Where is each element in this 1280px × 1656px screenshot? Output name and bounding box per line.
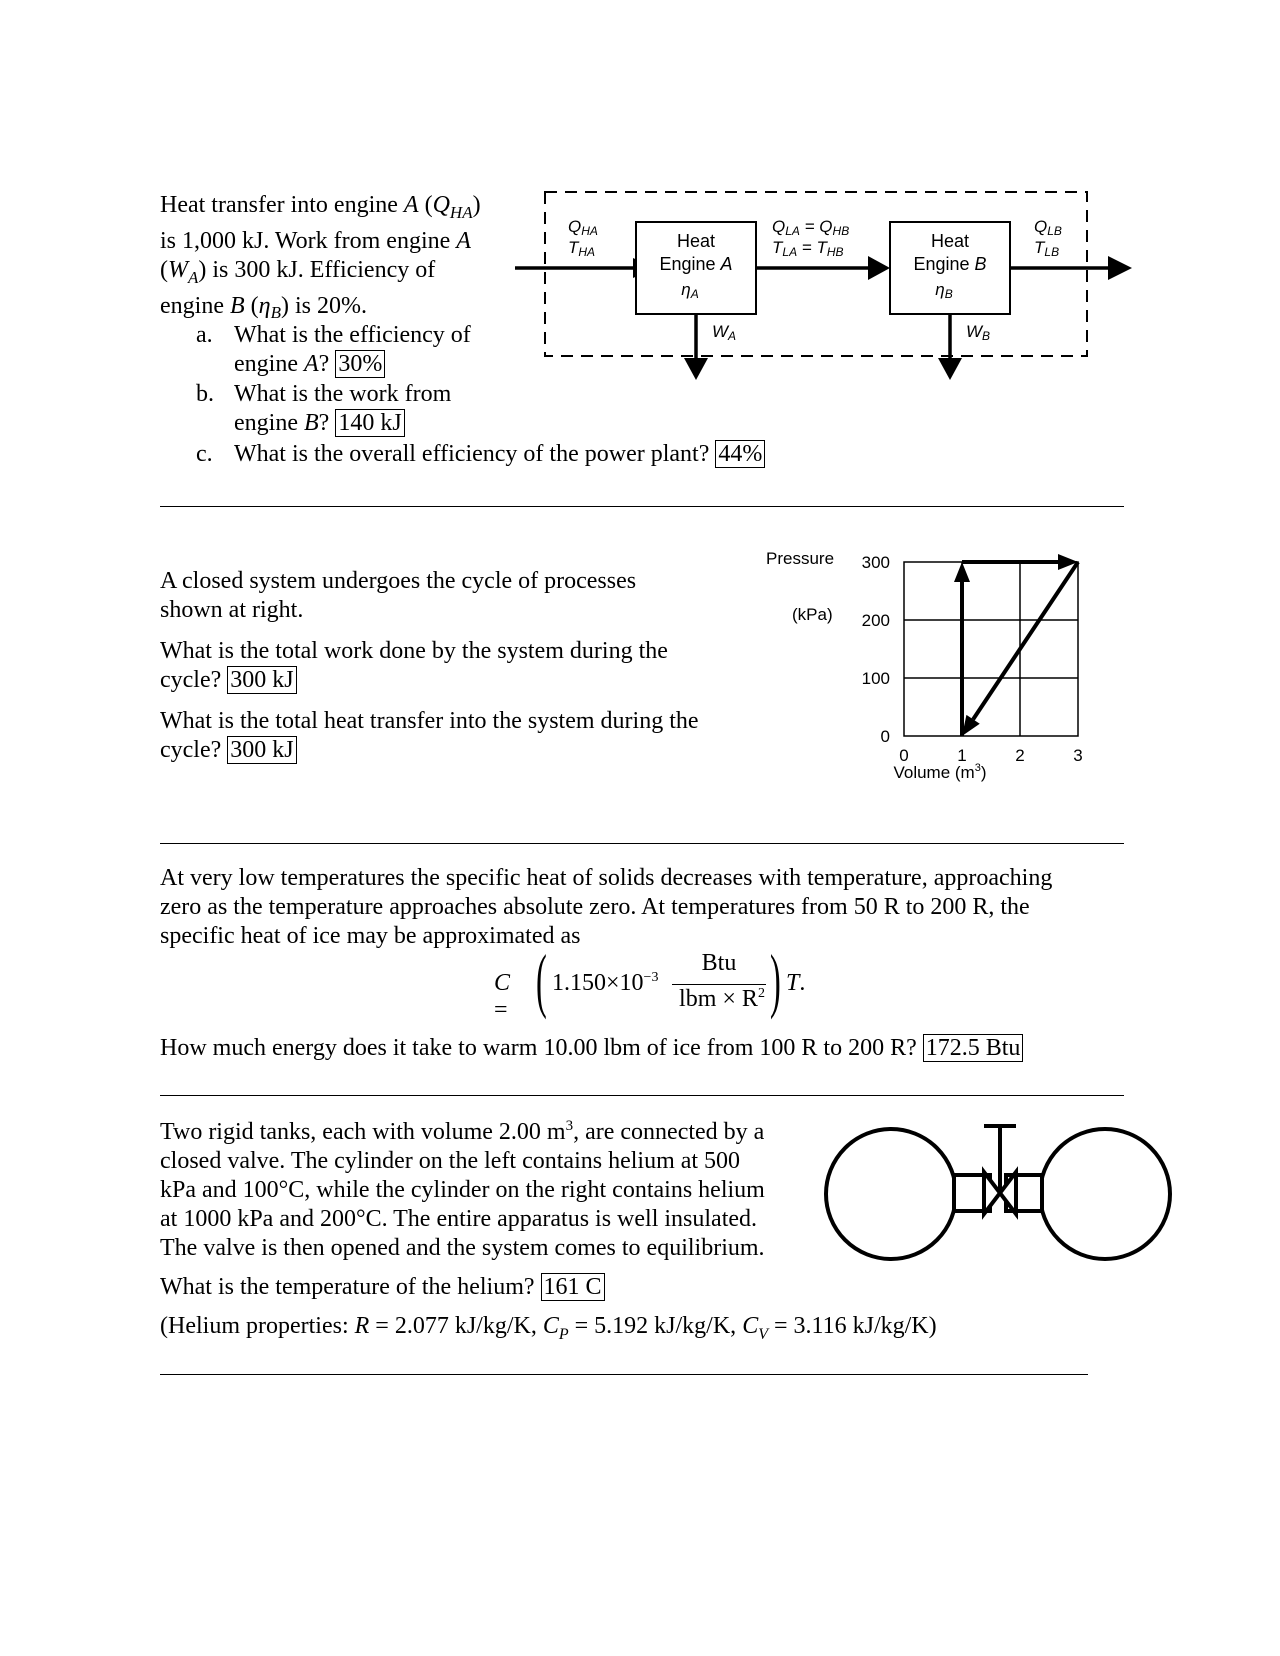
y-axis-label-kpa: (kPa) [792,605,833,624]
eq-c: C = [494,970,511,1023]
intro-line-3: $(W_A)$ is 300 kJ. Efficiency of [160,256,436,287]
p3-line-2: zero as the temperature approaches absolute zero. At temperatures from 50 R to 200 R, the [160,894,1030,920]
x-tick-label: 3 [1073,746,1083,765]
separator-3 [160,1095,1124,1096]
label-t-ha: THA [568,238,596,259]
process-arrowhead [954,562,970,582]
p2-q2-line-2: cycle? 300 kJ [160,736,760,765]
label-q-la-q-hb: QLA = QHB [772,217,850,238]
y-tick-label: 100 [861,669,890,688]
p2-line-1: A closed system undergoes the cycle of processes [160,568,637,594]
intro-line-4: engine B $(\eta_B)$ is 20%. [160,292,367,323]
label-w-b: WB [966,322,991,343]
eq-numerator: Btu [701,950,737,976]
intro-line-2: is 1,000 kJ. Work from engine A [160,227,471,254]
heat-engine-diagram [500,180,1140,400]
answer-temperature: 161 C [541,1273,605,1301]
x-axis-label: Volume $(m^3)$ [893,762,987,782]
question-b-text: What is the work from engine B? 140 kJ [234,381,452,436]
p3-line-3: specific heat of ice may be approximated as [160,923,581,949]
p4-line-1: Two rigid tanks, each with volume 2.00 $m^3$, are connected by a [160,1118,765,1145]
p2-line-2: shown at right. [160,597,304,623]
question-a-text: What is the efficiency of engine A? 30% [234,322,471,377]
question-c-text: What is the overall efficiency of the power plant? 44% [234,440,765,469]
problem2-text [160,567,760,765]
p2-q2-line-1: What is the total heat transfer into the system during the [160,708,699,734]
two-tank-diagram [820,1120,1180,1270]
p4-line-2: closed valve. The cylinder on the left contains helium at 500 [160,1148,741,1174]
p2-q1-line-2: cycle? 300 kJ [160,666,760,695]
question-a [196,321,471,377]
label-q-lb: QLB [1034,217,1062,238]
problem3-question: How much energy does it take to warm 10.00 lbm of ice from 100 R to 200 R? 172.5 Btu [160,1034,1023,1063]
answer-heat: 300 kJ [227,736,296,764]
label-q-ha: QHA [568,217,598,238]
engine-b-eta: ηB [935,280,953,301]
x-tick-label: 0 [899,746,909,765]
question-c [196,440,763,469]
x-tick-label: 2 [1015,746,1025,765]
answer-b: 140 kJ [335,409,404,437]
y-axis-label-pressure: Pressure [766,549,835,568]
answer-a: 30% [335,350,385,378]
plot-frame [904,562,1078,736]
chart-grid [904,562,1078,736]
eq-right-paren: ) [770,940,781,1020]
engine-b-line2: Engine B [913,254,987,274]
p4-line-4: at 1000 kPa and 200°C. The entire apparatus is well insulated. [160,1206,758,1232]
eq-denominator: lbm × $R^2$ [679,986,765,1012]
eq-coefficient: $1.150\times 10^{-3}$ [552,970,659,996]
process-line [973,562,1078,719]
chart-ticks [862,553,1083,765]
engine-a-line1: Heat [676,231,716,251]
problem3-text [160,864,1160,951]
y-tick-label: 0 [880,727,890,746]
question-c-label: c. [196,441,213,467]
separator-4 [160,1374,1088,1375]
question-a-label: a. [196,322,213,348]
problem1-intro [160,191,500,327]
p4-question: What is the temperature of the helium? 161 C [160,1273,810,1302]
eq-t: T. [786,970,806,996]
engine-a-eta: ηA [681,280,699,301]
answer-energy: 172.5 Btu [923,1034,1024,1062]
y-tick-label: 200 [861,611,890,630]
p2-q1-line-1: What is the total work done by the system during the [160,638,668,664]
separator-2 [160,843,1124,844]
question-b-label: b. [196,381,214,407]
problem4-text [160,1118,937,1349]
p4-line-5: The valve is then opened and the system comes to equilibrium. [160,1235,765,1261]
question-b [196,380,452,436]
engine-b-line1: Heat [930,231,970,251]
chart-series [954,554,1078,736]
answer-work: 300 kJ [227,666,296,694]
eq-fraction-bar [672,984,766,985]
answer-c: 44% [715,440,765,468]
eq-left-paren: ( [536,940,547,1020]
p4-properties: (Helium properties: R = 2.077 kJ/kg/K, $C_P = 5.192$ kJ/kg/K, $C_V = 3.116$ kJ/kg/K) [160,1313,937,1343]
left-tank [826,1129,956,1259]
separator-1 [160,506,1124,507]
p3-line-1: At very low temperatures the specific heat of solids decreases with temperature, approaching [160,865,1053,891]
process-arrowhead [962,715,980,736]
intro-line-1: Heat transfer into engine A $(Q_{HA})$ [160,192,481,222]
pv-cycle-chart [760,540,1090,790]
label-t-la-t-hb: TLA = THB [772,238,844,259]
p4-line-3: kPa and 100°C, while the cylinder on the right contains helium [160,1177,765,1203]
engine-a-line2: Engine A [659,254,733,274]
label-t-lb: TLB [1034,238,1060,259]
x-tick-label: 1 [957,746,967,765]
y-tick-label: 300 [861,553,890,572]
right-tank [1040,1129,1170,1259]
label-w-a: WA [712,322,737,343]
